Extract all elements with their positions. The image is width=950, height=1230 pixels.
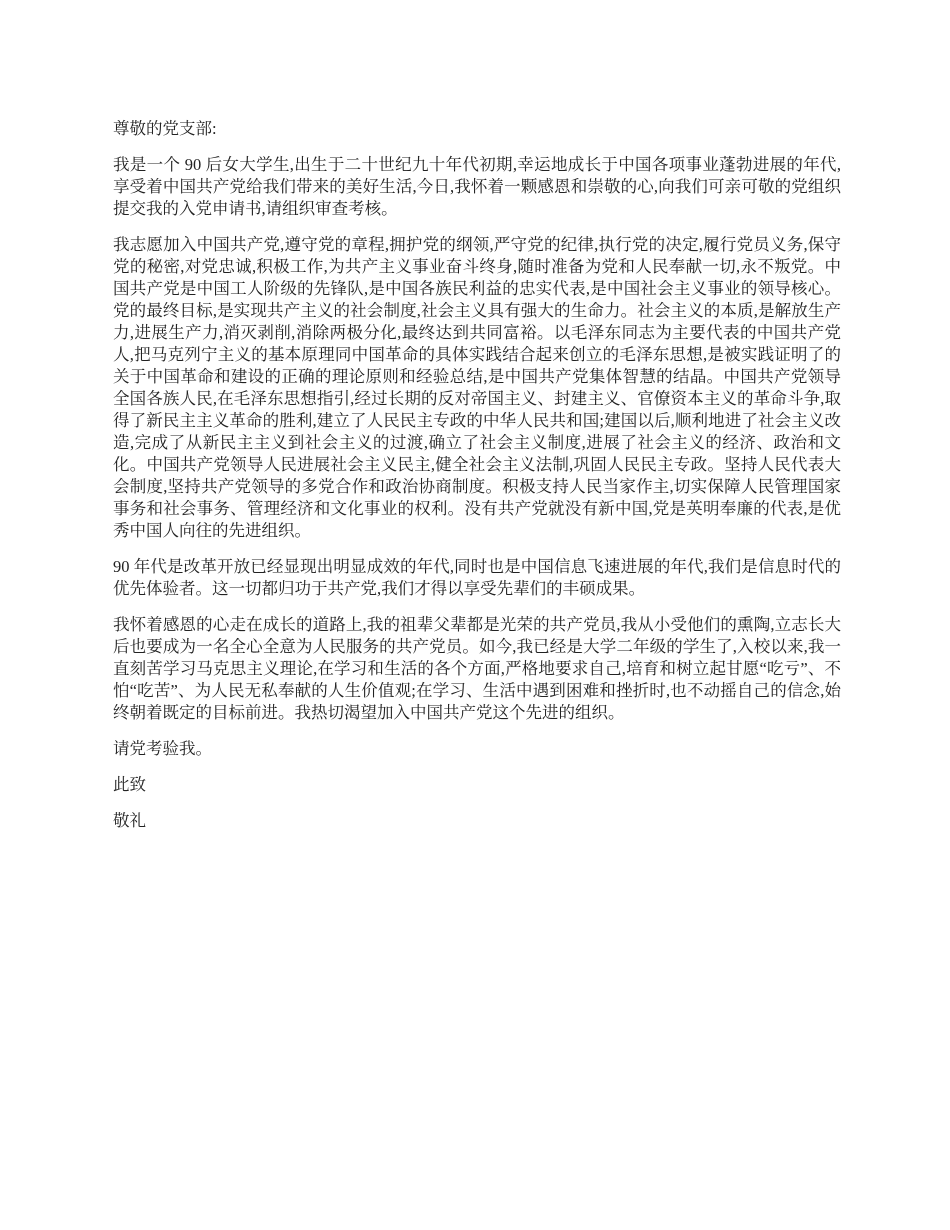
closing-jingli: 敬礼 bbox=[113, 811, 146, 830]
paragraph-personal: 我怀着感恩的心走在成长的道路上,我的祖辈父辈都是光荣的共产党员,我从小受他们的熏陶,立志长大后也要成为一名全心全意为人民服务的共产党员。如今,我已经是大学二年级的学生了,入校以来,我一直刻苦学习马克思主义理论,在学习和生活的各个方面,严格地要求自己,培育和树立起甘愿“吃亏”、不怕“吃苦”、为人民无私奉献的人生价值观;在学习、生活中遇到困难和挫折时,也不动摇自己的信念,始终朝着既定的目标前进。我热切渴望加入中国共产党这个先进的组织。 bbox=[113, 615, 841, 722]
salutation: 尊敬的党支部: bbox=[113, 119, 217, 138]
paragraph-intro: 我是一个 90 后女大学生,出生于二十世纪九十年代初期,幸运地成长于中国各项事业蓬勃进展的年代,享受着中国共产党给我们带来的美好生活,今日,我怀着一颗感恩和崇敬的心,向我们可亲可敬的党组织提交我的入党申请书,请组织审查考核。 bbox=[113, 155, 841, 218]
closing-request: 请党考验我。 bbox=[113, 739, 212, 758]
closing-cizhi: 此致 bbox=[113, 775, 146, 794]
paragraph-era: 90 年代是改革开放已经显现出明显成效的年代,同时也是中国信息飞速进展的年代,我们是信息时代的优先体验者。这一切都归功于共产党,我们才得以享受先辈们的丰硕成果。 bbox=[113, 557, 841, 598]
letter-body bbox=[113, 118, 841, 846]
paragraph-pledge: 我志愿加入中国共产党,遵守党的章程,拥护党的纲领,严守党的纪律,执行党的决定,履行党员义务,保守党的秘密,对党忠诚,积极工作,为共产主义事业奋斗终身,随时准备为党和人民奉献一切,永不叛党。中国共产党是中国工人阶级的先锋队,是中国各族民利益的忠实代表,是中国社会主义事业的领导核心。党的最终目标,是实现共产主义的社会制度,社会主义具有强大的生命力。社会主义的本质,是解放生产力,进展生产力,消灭剥削,消除两极分化,最终达到共同富裕。以毛泽东同志为主要代表的中国共产党人,把马克列宁主义的基本原理同中国革命的具体实践结合起来创立的毛泽东思想,是被实践证明了的关于中国革命和建设的正确的理论原则和经验总结,是中国共产党集体智慧的结晶。中国共产党领导全国各族人民,在毛泽东思想指引,经过长期的反对帝国主义、封建主义、官僚资本主义的革命斗争,取得了新民主主义革命的胜利,建立了人民民主专政的中华人民共和国;建国以后,顺利地进了社会主义改造,完成了从新民主主义到社会主义的过渡,确立了社会主义制度,进展了社会主义的经济、政治和文化。中国共产党领导人民进展社会主义民主,健全社会主义法制,巩固人民民主专政。坚持人民代表大会制度,坚持共产党领导的多党合作和政治协商制度。积极支持人民当家作主,切实保障人民管理国家事务和社会事务、管理经济和文化事业的权利。没有共产党就没有新中国,党是英明奉廉的代表,是优秀中国人向往的先进组织。 bbox=[113, 235, 841, 540]
